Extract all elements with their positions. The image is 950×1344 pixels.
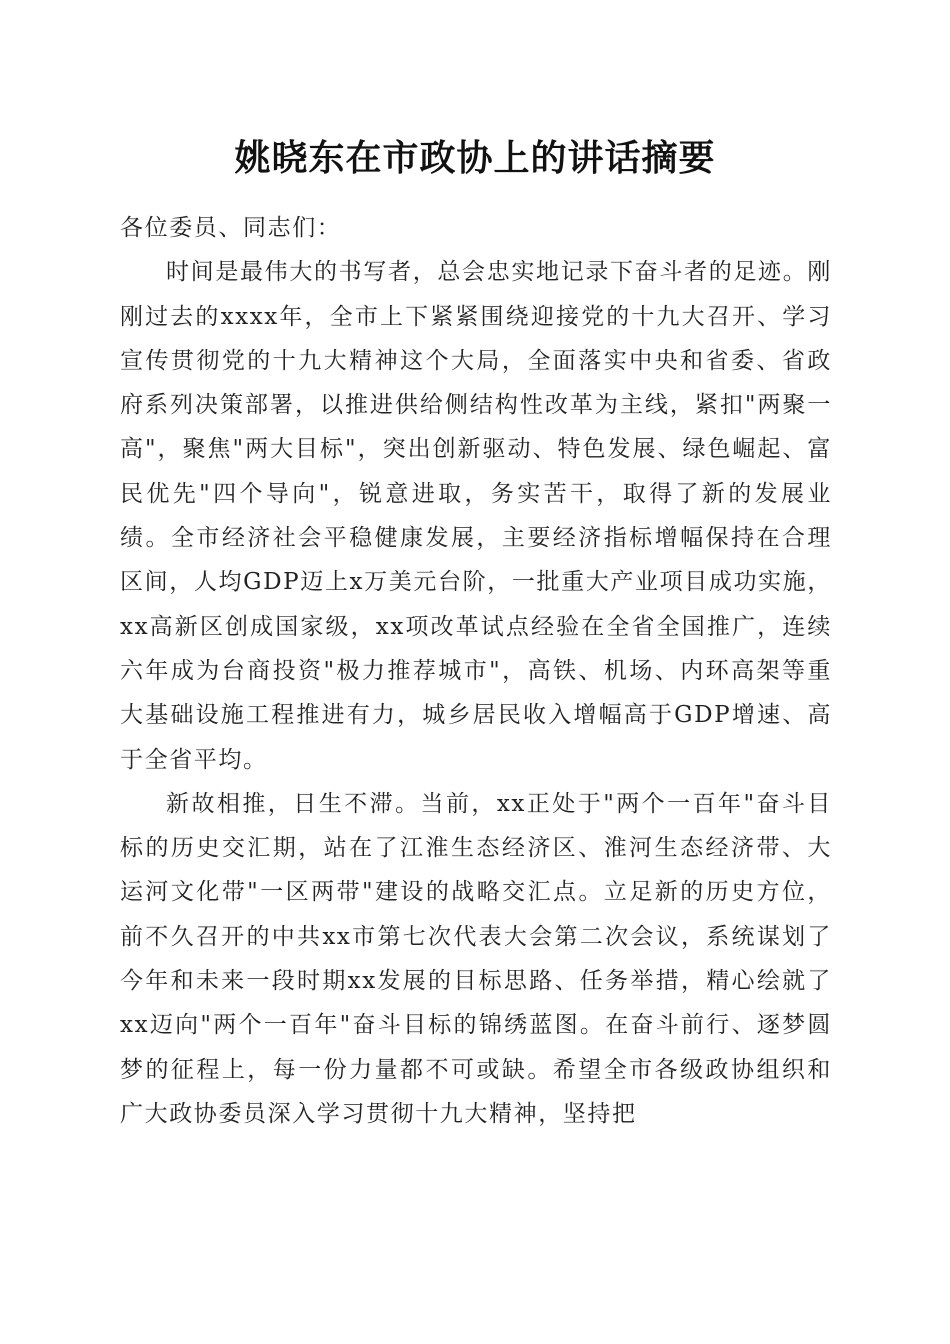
paragraph-1: 时间是最伟大的书写者，总会忠实地记录下奋斗者的足迹。刚刚过去的xxxx年，全市上下紧紧围绕迎接党的十九大召开、学习宣传贯彻党的十九大精神这个大局，全面落实中央和省委、省政府系列决策部署，以推进供给侧结构性改革为主线，紧扣"两聚一高"，聚焦"两大目标"，突出创新驱动、特色发展、绿色崛起、富民优先"四个导向"，锐意进取，务实苦干，取得了新的发展业绩。全市经济社会平稳健康发展，主要经济指标增幅保持在合理区间，人均GDP迈上x万美元台阶，一批重大产业项目成功实施，xx高新区创成国家级，xx项改革试点经验在全省全国推广，连续六年成为台商投资"极力推荐城市"，高铁、机场、内环高架等重大基础设施工程推进有力，城乡居民收入增幅高于GDP增速、高于全省平均。	[120, 259, 832, 773]
paragraph-2: 新故相推，日生不滞。当前，xx正处于"两个一百年"奋斗目标的历史交汇期，站在了江淮生态经济区、淮河生态经济带、大运河文化带"一区两带"建设的战略交汇点。立足新的历史方位，前不久召开的中共xx市第七次代表大会第二次会议，系统谋划了今年和未来一段时期xx发展的目标思路、任务举措，精心绘就了xx迈向"两个一百年"奋斗目标的锦绣蓝图。在奋斗前行、逐梦圆梦的征程上，每一份力量都不可或缺。希望全市各级政协组织和广大政协委员深入学习贯彻十九大精神，坚持把	[120, 790, 832, 1127]
salutation: 各位委员、同志们：	[120, 215, 342, 241]
document-title: 姚晓东在市政协上的讲话摘要	[234, 137, 716, 179]
document-body	[120, 206, 832, 1136]
